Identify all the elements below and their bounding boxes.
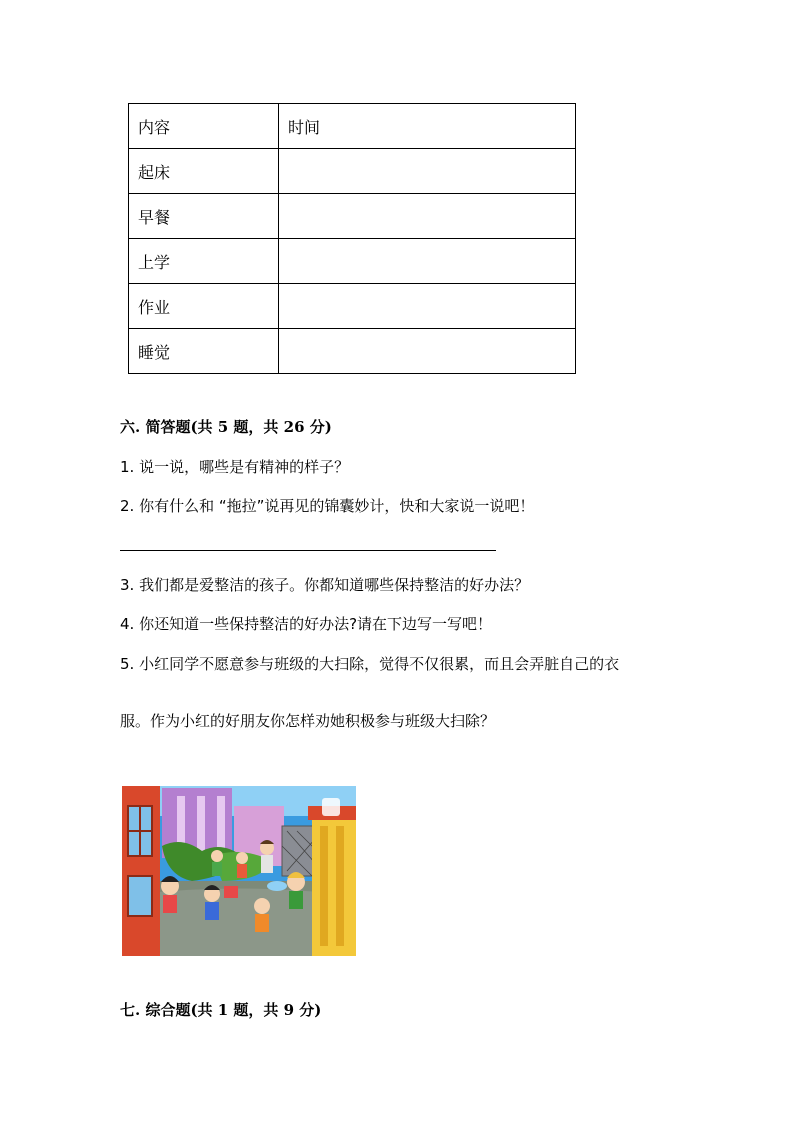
table-row — [129, 239, 576, 284]
table-cell-time[interactable] — [279, 239, 576, 284]
table-cell-activity: 作业 — [129, 284, 279, 329]
table-row — [129, 149, 576, 194]
table-cell-time[interactable] — [279, 329, 576, 374]
table-header-row — [129, 104, 576, 149]
table-cell-time[interactable] — [279, 149, 576, 194]
question-3: 3. 我们都是爱整洁的孩子。你都知道哪些保持整洁的好办法？ — [120, 576, 530, 594]
question-5-line-1: 5. 小红同学不愿意参与班级的大扫除，觉得不仅很累，而且会弄脏自己的衣 — [120, 655, 620, 673]
question-5-line-2: 服。作为小红的好朋友你怎样劝她积极参与班级大扫除？ — [120, 712, 496, 730]
answer-line[interactable] — [120, 550, 496, 551]
cleaning-scene-image — [122, 786, 356, 956]
question-4: 4. 你还知道一些保持整洁的好办法?请在下边写一写吧！ — [120, 615, 493, 633]
section-7-title: 七. 综合题(共 1 题，共 9 分) — [120, 1001, 322, 1019]
section-6-title: 六. 简答题(共 5 题，共 26 分) — [120, 418, 332, 436]
table-row — [129, 284, 576, 329]
schedule-table — [128, 103, 576, 374]
table-header-time: 时间 — [279, 104, 576, 149]
question-2: 2. 你有什么和 “拖拉”说再见的锦囊妙计，快和大家说一说吧！ — [120, 497, 535, 515]
table-cell-activity: 睡觉 — [129, 329, 279, 374]
table-cell-time[interactable] — [279, 284, 576, 329]
table-header-content: 内容 — [129, 104, 279, 149]
cartoon-illustration — [122, 786, 356, 956]
table-cell-activity: 早餐 — [129, 194, 279, 239]
table-row — [129, 194, 576, 239]
question-1: 1. 说一说，哪些是有精神的样子？ — [120, 458, 350, 476]
table-cell-time[interactable] — [279, 194, 576, 239]
table-row — [129, 329, 576, 374]
table-cell-activity: 上学 — [129, 239, 279, 284]
table-cell-activity: 起床 — [129, 149, 279, 194]
